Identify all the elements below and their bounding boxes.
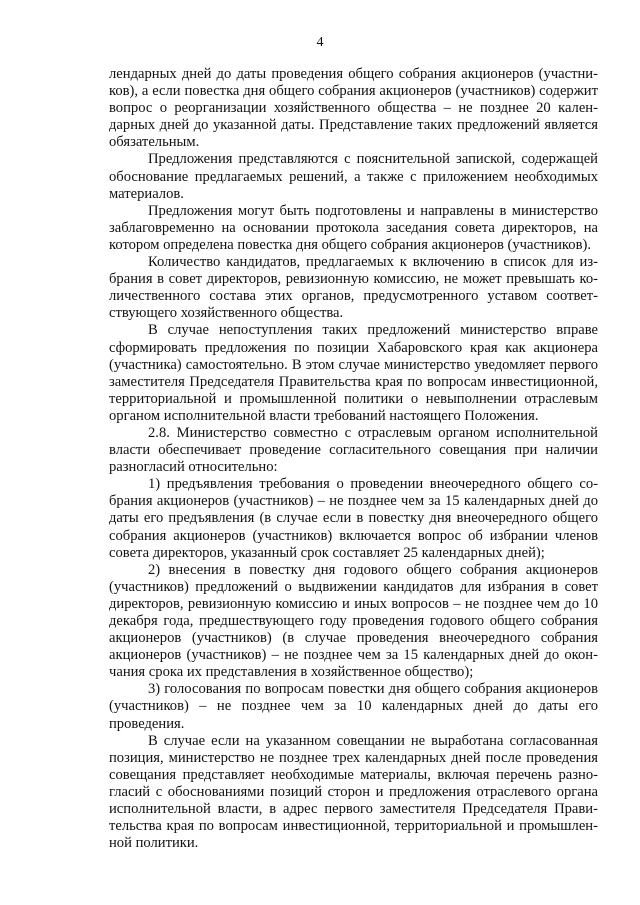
paragraph-candidate-count: Количество кандидатов, предлагаемых к включению в список для избрания в совет директоров, ревизионную комиссию, не может превышать количественного состава этих органов, предусмотренного уставом соответствующего хозяйственного общества.	[109, 254, 598, 322]
paragraph-explanatory-note: Предложения представляются с пояснительной запиской, содержащей обоснование предлагаемых решений, а также с приложением необходимых материалов.	[109, 151, 598, 202]
document-body	[109, 66, 598, 852]
paragraph-no-proposals: В случае непоступления таких предложений министерство вправе сформировать предложения по позиции Хабаровского края как акционера (участника) самостоятельно. В этом случае министерство уведомляет первого заместителя Председателя Правительства края по вопросам инвестиционной, территориальной и промышленной политики о невыполнении отраслевым органом исполнительной власти требований настоящего Положения.	[109, 322, 598, 424]
page-number: 4	[316, 35, 324, 50]
paragraph-no-agreement: В случае если на указанном совещании не выработана согласованная позиция, министерство не позднее трех календарных дней после проведения совещания представляет необходимые материалы, включая перечень разногласий с обоснованиями позиций сторон и предложения отраслевого органа исполнительной власти, в адрес первого заместителя Председателя Правительства края по вопросам инвестиционной, территориальной и промышленной политики.	[109, 732, 598, 852]
paragraph-continuation: лендарных дней до даты проведения общего собрания акционеров (участников), а если повестка дня общего собрания акционеров (участников) содержит вопрос о реорганизации хозяйственного общества – не позднее 20 календарных дней до указанной даты. Представление таких предложений является обязательным.	[109, 66, 598, 151]
paragraph-section-2-8: 2.8. Министерство совместно с отраслевым органом исполнительной власти обеспечивает проведение согласительного совещания при наличии разногласий относительно:	[109, 424, 598, 476]
list-item-3: 3) голосования по вопросам повестки дня общего собрания акционеров (участников) – не позднее чем за 10 календарных дней до даты его проведения.	[109, 681, 598, 732]
list-item-2: 2) внесения в повестку дня годового общего собрания акционеров (участников) предложений о выдвижении кандидатов для избрания в совет директоров, ревизионную комиссию и иных вопросов – не позднее чем до 10 декабря года, предшествующего году проведения годового общего собрания акционеров (участников) (в случае проведения внеочередного собрания акционеров (участников) – не позднее чем за 15 календарных дней до окончания срока их представления в хозяйственное общество);	[109, 561, 598, 681]
list-item-1: 1) предъявления требования о проведении внеочередного общего собрания акционеров (участников) – не позднее чем за 15 календарных дней до даты его предъявления (в случае если в повестку дня внеочередного общего собрания акционеров (участников) включается вопрос об избрании членов совета директоров, указанный срок составляет 25 календарных дней);	[109, 476, 598, 561]
paragraph-board-protocol: Предложения могут быть подготовлены и направлены в министерство заблаговременно на основании протокола заседания совета директоров, на котором определена повестка дня общего собрания акционеров (участников).	[109, 202, 598, 253]
